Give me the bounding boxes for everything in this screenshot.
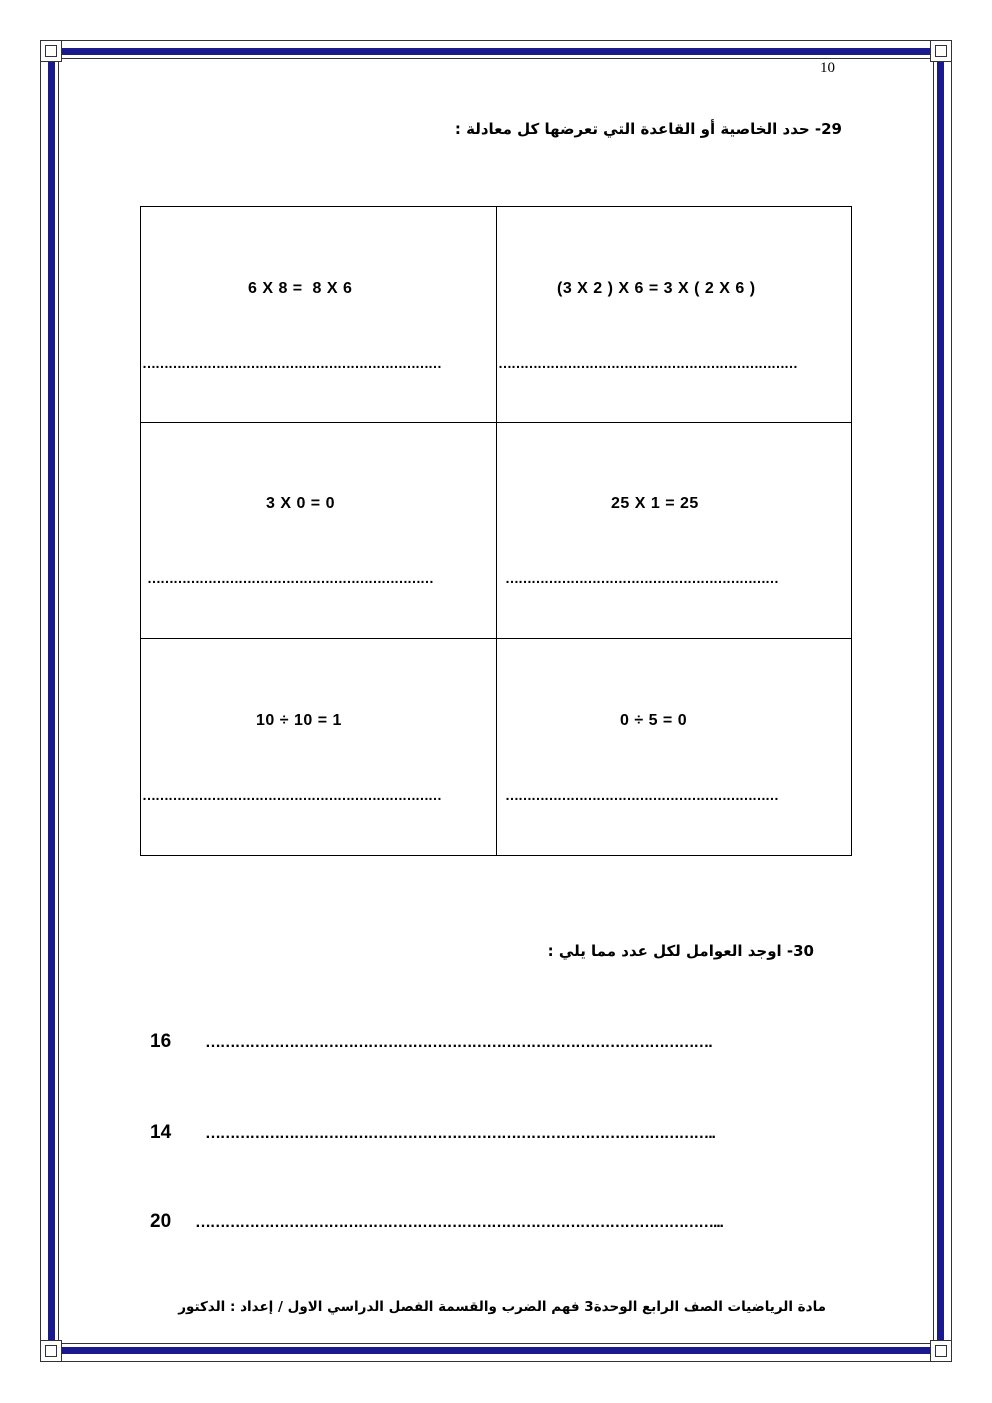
corner-ornament-bottom-right [930, 1340, 952, 1362]
table-cell [141, 207, 496, 422]
factor-answer-line[interactable]: ………………………………………………………………………………………….. [205, 1125, 715, 1142]
factor-number: 14 [150, 1122, 172, 1143]
equation: 0 ÷ 5 = 0 [620, 712, 688, 729]
question-29-title: 29- حدد الخاصية أو القاعدة التي تعرضها كل معادلة : [454, 120, 842, 138]
table-cell [497, 207, 851, 422]
table-cell [497, 423, 851, 638]
table-cell [497, 639, 851, 855]
table-cell [141, 639, 496, 855]
page-number: 10 [820, 60, 835, 76]
equation: 25 X 1 = 25 [611, 495, 699, 512]
corner-ornament-top-left [40, 40, 62, 62]
properties-table [140, 206, 852, 856]
answer-line[interactable]: …………………………………………………………… [498, 355, 797, 371]
footer-text: مادة الرياضيات الصف الرابع الوحدة3 فهم الضرب والقسمة الفصل الدراسي الاول / إعداد : الدكتور [178, 1299, 826, 1315]
equation: 3 X 0 = 0 [266, 495, 335, 512]
answer-line[interactable]: ………………………………………………………… [147, 570, 433, 586]
corner-ornament-top-right [930, 40, 952, 62]
answer-line[interactable]: …………………………………………………………… [142, 787, 441, 803]
table-cell [141, 423, 496, 638]
answer-line[interactable]: …………………………………………………………… [142, 355, 441, 371]
factor-answer-line[interactable]: …………………………………………………………………………………………. [205, 1034, 712, 1051]
factor-answer-line[interactable]: ……………………………………………………………………………………………... [195, 1214, 723, 1231]
equation: 10 ÷ 10 = 1 [256, 712, 342, 729]
factor-number: 20 [150, 1211, 172, 1232]
answer-line[interactable]: ……………………………………………………… [505, 787, 778, 803]
factor-number: 16 [150, 1031, 172, 1052]
equation: 6 X 8 = 8 X 6 [248, 280, 353, 297]
question-30-title: 30- اوجد العوامل لكل عدد مما يلي : [547, 942, 814, 960]
corner-ornament-bottom-left [40, 1340, 62, 1362]
equation: (3 X 2 ) X 6 = 3 X ( 2 X 6 ) [557, 280, 756, 297]
answer-line[interactable]: ……………………………………………………… [505, 570, 778, 586]
